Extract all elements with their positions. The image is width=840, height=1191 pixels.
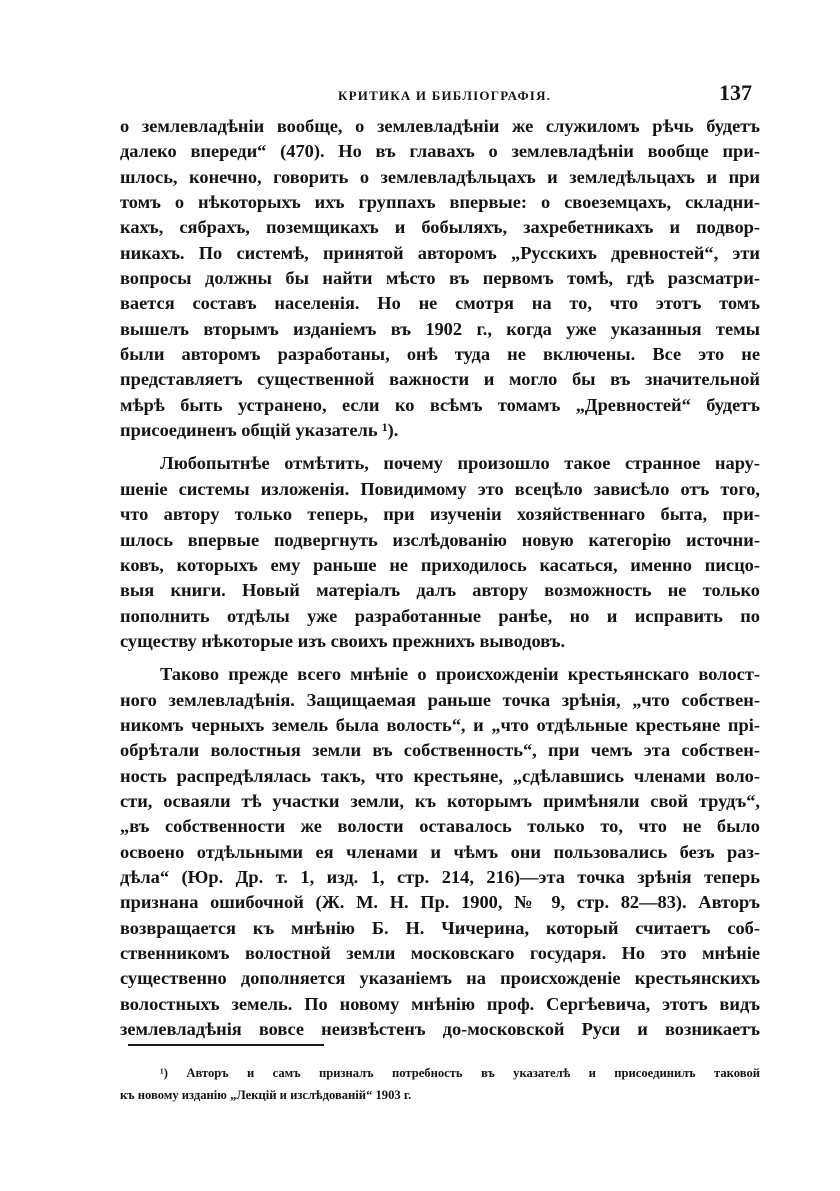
text-line: вопросы должны бы найти мѣсто въ первомъ томѣ, гдѣ разсматри-: [120, 268, 760, 289]
text-line: никахъ. По системѣ, принятой авторомъ „Русскихъ древностей“, эти: [120, 242, 760, 263]
text-line: пополнить отдѣлы уже разработанные ранѣе, но и исправить по: [120, 605, 760, 626]
book-page: [120, 78, 760, 1102]
text-line: томъ о нѣкоторыхъ ихъ группахъ впервые: о своеземцахъ, складни-: [120, 192, 760, 213]
text-line: были авторомъ разработаны, онѣ туда не включены. Все это не: [120, 344, 760, 365]
text-line: о землевладѣніи вообще, о землевладѣніи же служиломъ рѣчь будетъ: [120, 116, 760, 136]
paragraph-3: [120, 662, 760, 1042]
text-line: ковъ, которыхъ ему раньше не приходилось касаться, именно писцо-: [120, 554, 760, 575]
text-line: ственникомъ волостной земли московскаго государя. Но это мнѣніе: [120, 943, 760, 963]
text-line: Любопытнѣе отмѣтить, почему произошло такое странное нару-: [160, 453, 760, 474]
text-line: сти, осваяли тѣ участки земли, къ которымъ примѣняли свой трудъ“,: [120, 790, 760, 811]
text-line: шлось, конечно, говорить о землевладѣльцахъ и земледѣльцахъ и при: [120, 166, 760, 187]
footnote-line: къ новому изданію „Лекцій и изслѣдованій“ 1903 г.: [120, 1088, 412, 1102]
text-line: кахъ, сябрахъ, поземщикахъ и бобыляхъ, захребетникахъ и подвор-: [120, 217, 760, 238]
text-line: землевладѣнія вовсе неизвѣстенъ до-московской Руси и возникаетъ: [120, 1019, 760, 1040]
footnote-divider: [128, 1044, 324, 1046]
text-line: шлось впервые подвергнуть изслѣдованію новую категорію источни-: [120, 529, 760, 550]
text-line: присоединенъ общій указатель ¹).: [120, 420, 399, 441]
body-text: [120, 114, 760, 1042]
footnote: [120, 1062, 760, 1106]
text-line: вышелъ вторымъ изданіемъ въ 1902 г., когда уже указанныя темы: [120, 318, 760, 339]
paragraph-2: [120, 451, 760, 654]
text-line: признана ошибочной (Ж. М. Н. Пр. 1900, № 9, стр. 82—83). Авторъ: [120, 892, 760, 913]
text-line: обрѣтали волостныя земли въ собственность“, при чемъ эта собствен-: [120, 740, 760, 761]
footnote-line: ¹) Авторъ и самъ призналъ потребность въ указателѣ и присоединилъ таковой: [160, 1066, 760, 1080]
text-line: Таково прежде всего мнѣніе о происхожденіи крестьянскаго волост-: [160, 664, 760, 685]
text-line: существу нѣкоторые изъ своихъ прежнихъ выводовъ.: [120, 630, 566, 651]
text-line: „въ собственности же волости оставалось только то, что не было: [120, 816, 760, 837]
text-line: шеніе системы изложенія. Повидимому это всецѣло зависѣло отъ того,: [120, 478, 760, 499]
text-line: никомъ черныхъ земель была волость“, и „что отдѣльные крестьяне прі-: [120, 714, 760, 735]
text-line: ность распредѣлялась такъ, что крестьяне, „сдѣлавшись членами воло-: [120, 765, 760, 786]
text-line: вается составъ населенія. Но не смотря на то, что этотъ томъ: [120, 293, 760, 314]
text-line: освоено отдѣльными ея членами и чѣмъ они пользовались безъ раз-: [120, 841, 760, 862]
text-line: далеко впереди“ (470). Но въ главахъ о землевладѣніи вообще при-: [120, 141, 760, 162]
running-title: КРИТИКА И БИБЛІОГРАФІЯ.: [338, 88, 552, 103]
page-number: 137: [719, 80, 752, 105]
text-line: мѣрѣ быть устранено, если ко всѣмъ томамъ „Древностей“ будетъ: [120, 394, 760, 415]
text-line: ного землевладѣнія. Защищаемая раньше точка зрѣнія, „что собствен-: [120, 689, 760, 710]
running-header: [120, 78, 760, 114]
text-line: дѣла“ (Юр. Др. т. 1, изд. 1, стр. 214, 216)—эта точка зрѣнія теперь: [120, 866, 760, 887]
text-line: выя книги. Новый матеріалъ далъ автору возможность не только: [120, 580, 760, 601]
text-line: возвращается къ мнѣнію Б. Н. Чичерина, который считаетъ соб-: [120, 917, 760, 938]
text-line: представляетъ существенной важности и могло бы въ значительной: [120, 369, 760, 390]
text-line: волостныхъ земель. По новому мнѣнію проф. Сергѣевича, этотъ видъ: [120, 993, 760, 1014]
paragraph-1: [120, 114, 760, 443]
text-line: что автору только теперь, при изученіи хозяйственнаго быта, при-: [120, 504, 760, 525]
text-line: существенно дополняется указаніемъ на происхожденіе крестьянскихъ: [120, 968, 760, 989]
